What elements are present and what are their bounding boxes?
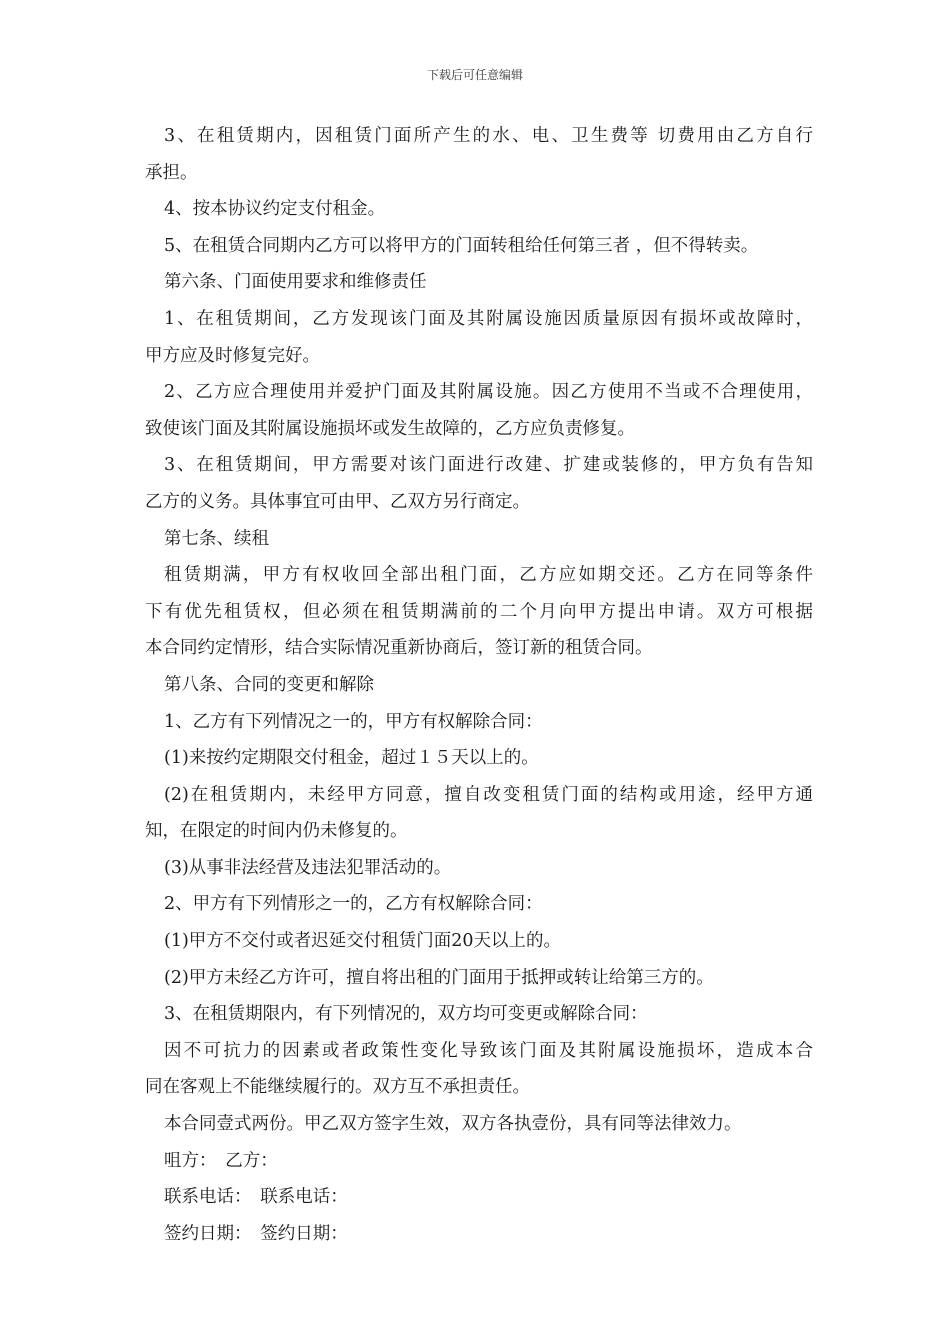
text-line: 甲方应及时修复完好。 <box>145 345 320 366</box>
text-line: 下有优先租赁权，但必须在租赁期满前的二个月向甲方提出申请。双方可根据 <box>145 601 813 622</box>
text-line: (1)来按约定期限交付租金，超过１５天以上的。 <box>164 748 539 769</box>
text-line: 签约日期： 签约日期： <box>164 1223 348 1244</box>
text-line: 致使该门面及其附属设施损坏或发生故障的，乙方应负责修复。 <box>145 418 635 439</box>
text-line: 同在客观上不能继续履行的。双方互不承担责任。 <box>145 1077 530 1098</box>
text-line: 第七条、续租 <box>164 528 269 549</box>
text-line: 1、乙方有下列情况之一的，甲方有权解除合同： <box>164 711 543 732</box>
text-line: 租赁期满，甲方有权收回全部出租门面，乙方应如期交还。乙方在同等条件 <box>164 565 813 586</box>
text-line: 本合同约定情形，结合实际情况重新协商后，签订新的租赁合同。 <box>145 638 653 659</box>
text-line: 3、在租赁期限内，有下列情况的，双方均可变更或解除合同： <box>164 1004 648 1025</box>
text-line: 第六条、门面使用要求和维修责任 <box>164 272 427 293</box>
page-header: 下载后可任意编辑 <box>426 68 523 82</box>
text-line: 联系电话： 联系电话： <box>164 1187 348 1208</box>
text-line: (1)甲方不交付或者迟延交付租赁门面20天以上的。 <box>164 931 562 952</box>
text-line: 承担。 <box>145 162 198 183</box>
text-line: (3)从事非法经营及违法犯罪活动的。 <box>164 857 452 878</box>
text-line: 2、甲方有下列情形之一的，乙方有权解除合同： <box>164 894 543 915</box>
text-line: 5、在租赁合同期内乙方可以将甲方的门面转租给任何第三者 ，但不得转卖。 <box>164 235 759 256</box>
text-line: 因不可抗力的因素或者政策性变化导致该门面及其附属设施损坏，造成本合 <box>164 1040 813 1061</box>
document-body <box>145 118 813 1252</box>
text-line: (2)甲方未经乙方许可，擅自将出租的门面用于抵押或转让给第三方的。 <box>164 967 714 988</box>
text-line: 2、乙方应合理使用并爱护门面及其附属设施。因乙方使用不当或不合理使用， <box>164 382 813 403</box>
text-line: 4、按本协议约定支付租金。 <box>164 199 386 220</box>
text-line: 第八条、合同的变更和解除 <box>164 674 374 695</box>
text-line: 3、在租赁期间，甲方需要对该门面进行改建、扩建或装修的，甲方负有告知 <box>164 455 813 476</box>
text-line: (2)在租赁期内，未经甲方同意，擅自改变租赁门面的结构或用途，经甲方通 <box>164 784 813 805</box>
text-line: 知，在限定的时间内仍未修复的。 <box>145 821 408 842</box>
text-line: 3、在租赁期内，因租赁门面所产生的水、电、卫生费等 切费用由乙方自行 <box>164 126 813 146</box>
text-line: 咀方： 乙方： <box>164 1150 278 1171</box>
text-line: 本合同壹式两份。甲乙双方签字生效，双方各执壹份，具有同等法律效力。 <box>164 1114 742 1135</box>
text-line: 1、在租赁期间，乙方发现该门面及其附属设施因质量原因有损坏或故障时， <box>164 308 813 329</box>
text-line: 乙方的义务。具体事宜可由甲、乙双方另行商定。 <box>145 491 530 512</box>
